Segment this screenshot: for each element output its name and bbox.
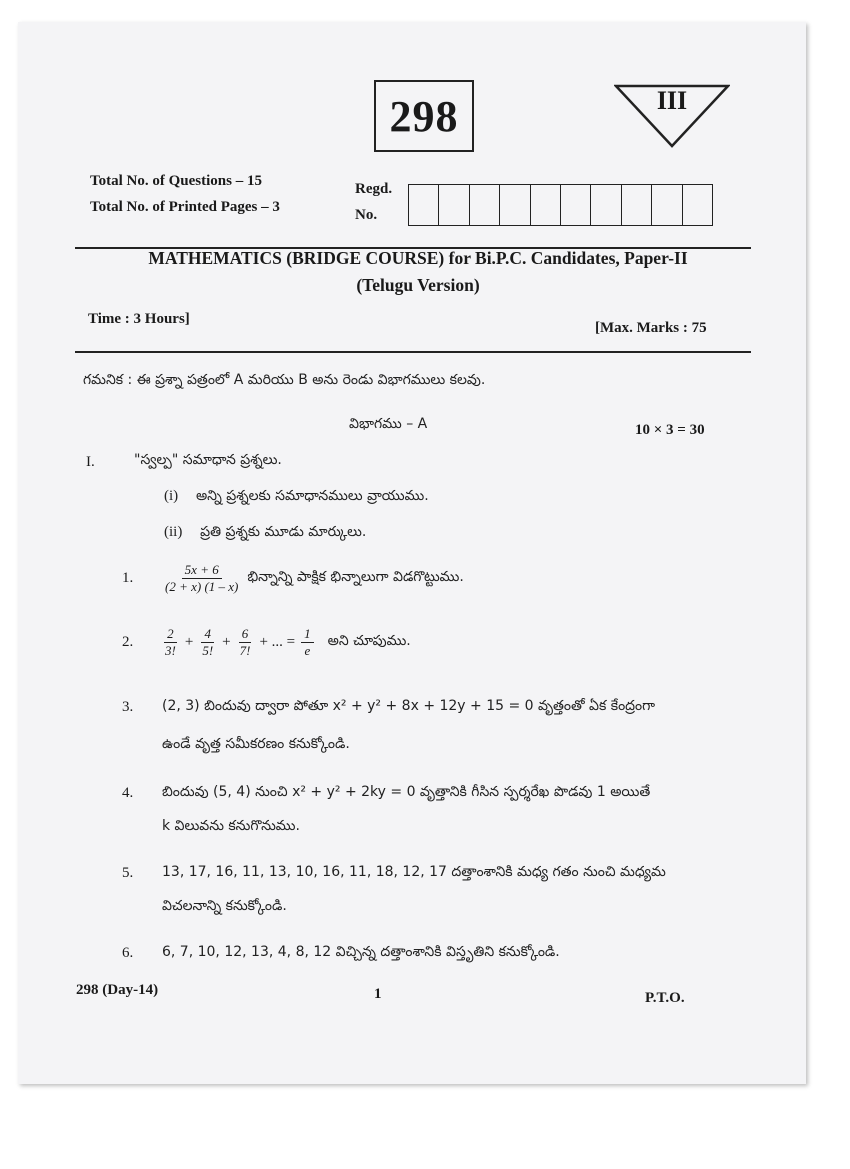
paper-title: MATHEMATICS (BRIDGE COURSE) for Bi.P.C. Candidates, Paper-II: [148, 248, 688, 268]
footer-code: 298 (Day-14): [76, 982, 159, 998]
instruction-num: (ii): [164, 524, 183, 540]
question-4-line2: k విలువను కనుగొనుము.: [162, 818, 300, 834]
section-marks: 10 × 3 = 30: [635, 422, 705, 438]
series-term: [199, 626, 216, 658]
fraction-numerator: 5x + 6: [182, 562, 222, 579]
regd-box: [409, 185, 439, 225]
regd-box: [439, 185, 469, 225]
regd-label-1: Regd.: [355, 181, 393, 197]
question-5-line2: విచలనాన్ని కనుక్కోండి.: [162, 898, 287, 914]
question-1: [122, 562, 464, 594]
question-number: 1.: [122, 569, 134, 586]
regd-box: [622, 185, 652, 225]
question-6: [122, 944, 560, 963]
note-text: గమనిక : ఈ ప్రశ్నా పత్రంలో A మరియు B అను రెండు విభాగములు కలవు.: [83, 372, 486, 388]
instruction-text: ప్రతి ప్రశ్నకు మూడు మార్కులు.: [200, 524, 367, 540]
result-denominator: e: [304, 642, 311, 658]
question-3-line2: ఉండే వృత్త సమీకరణం కనుక్కోండి.: [162, 736, 350, 752]
term-denominator: 7!: [239, 642, 251, 658]
question-4: [122, 784, 650, 803]
max-marks-label: [Max. Marks : 75: [595, 320, 707, 336]
regd-label: [355, 176, 392, 228]
question-text-line1: (2, 3) బిందువు ద్వారా పోతూ x² + y² + 8x + 12y + 15 = 0 వృత్తంతో ఏక కేంద్రంగా: [162, 698, 656, 714]
term-numerator: 6: [239, 626, 252, 643]
page-number: 1: [374, 986, 382, 1002]
instruction-2: [164, 524, 366, 543]
time-rule: [75, 351, 751, 353]
series-ellipsis: + ... =: [259, 633, 296, 650]
pto-label: P.T.O.: [645, 990, 685, 1006]
regd-box: [531, 185, 561, 225]
series-term: [162, 626, 179, 658]
part-number: I.: [86, 454, 95, 470]
regd-box: [470, 185, 500, 225]
series-result: [301, 626, 314, 658]
question-number: 4.: [122, 785, 134, 801]
question-number: 5.: [122, 865, 134, 881]
paper-subtitle: (Telugu Version): [356, 275, 480, 295]
fraction-denominator: (2 + x) (1 – x): [165, 578, 239, 594]
term-numerator: 2: [164, 626, 177, 643]
term-denominator: 3!: [165, 642, 176, 658]
total-questions: Total No. of Questions – 15: [90, 173, 262, 189]
term-numerator: 4: [201, 626, 214, 643]
question-text-line1: 6, 7, 10, 12, 13, 4, 8, 12 విచ్చిన్న దత్తాంశానికి విస్తృతిని కనుక్కోండి.: [162, 944, 560, 960]
question-3: [122, 698, 655, 717]
question-5: [122, 864, 666, 883]
question-text-line1: బిందువు (5, 4) నుంచి x² + y² + 2ky = 0 వృత్తానికి గీసిన స్పర్శరేఖ పొడవు 1 అయితే: [162, 784, 651, 800]
total-pages: Total No. of Printed Pages – 3: [90, 199, 280, 215]
regd-box: [500, 185, 530, 225]
question-2: [122, 626, 411, 658]
section-heading: విభాగము – A: [349, 416, 428, 432]
question-text-line1: 13, 17, 16, 11, 13, 10, 16, 11, 18, 12, 17 దత్తాంశానికి మధ్య గతం నుంచి మధ్యమ: [162, 864, 666, 880]
fraction: [162, 562, 241, 594]
exam-sheet: [18, 22, 806, 1084]
paper-code: 298: [389, 91, 459, 141]
plus-sign: +: [222, 633, 231, 650]
regd-box: [561, 185, 591, 225]
instruction-1: [164, 488, 429, 507]
regd-box: [683, 185, 712, 225]
plus-sign: +: [184, 633, 194, 650]
question-number: 6.: [122, 945, 134, 961]
term-denominator: 5!: [202, 642, 214, 658]
set-label: III: [656, 86, 688, 115]
regd-box: [652, 185, 682, 225]
regd-number-boxes: [408, 184, 713, 226]
regd-box: [591, 185, 621, 225]
question-text: అని చూపుము.: [327, 632, 411, 649]
instruction-text: అన్ని ప్రశ్నలకు సమాధానములు వ్రాయుము.: [195, 488, 429, 504]
question-number: 3.: [122, 699, 134, 715]
regd-label-2: No.: [355, 207, 378, 223]
paper-code-box: [374, 80, 474, 152]
time-label: Time : 3 Hours]: [88, 311, 190, 327]
part-title: "స్వల్ప" సమాధాన ప్రశ్నలు.: [134, 452, 282, 468]
result-numerator: 1: [301, 626, 314, 643]
question-text: భిన్నాన్ని పాక్షిక భిన్నాలుగా విడగొట్టుము.: [247, 568, 464, 585]
question-number: 2.: [122, 633, 134, 650]
series-term: [237, 626, 254, 658]
instruction-num: (i): [164, 488, 179, 504]
